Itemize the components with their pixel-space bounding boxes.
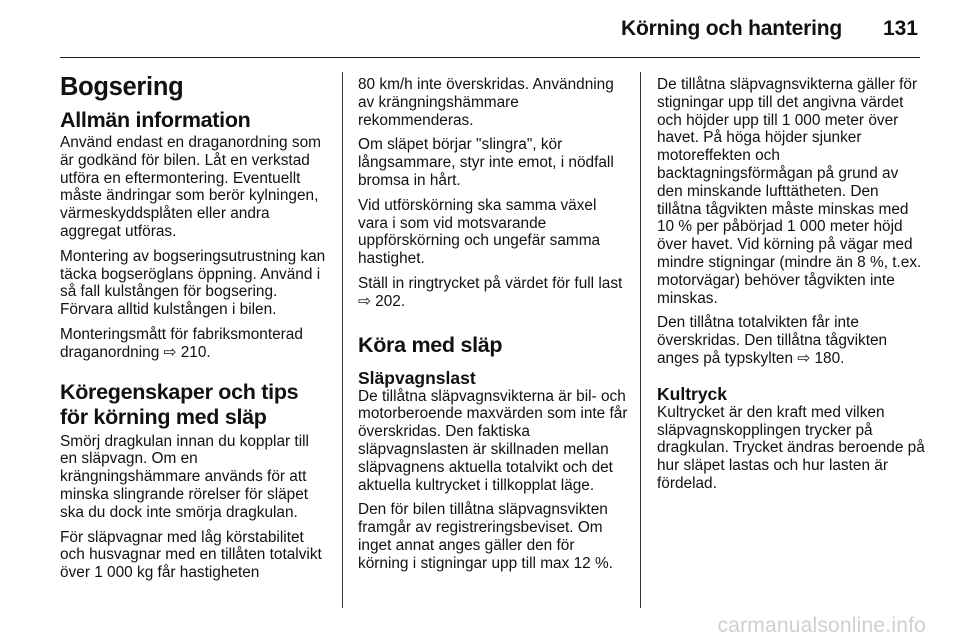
paragraph: Den tillåtna totalvikten får inte överskridas. Den tillåtna tågvikten anges på typskylten ⇨ 180.	[657, 314, 888, 367]
subsection-title-allman-information: Allmän information	[60, 108, 251, 132]
subsection-title-koregenskaper: Köregenskaper och tips för körning med släp	[60, 379, 299, 429]
subsection-title-slapvagnslast: Släpvagnslast	[358, 367, 476, 388]
column-divider	[342, 72, 343, 608]
column-1	[60, 72, 330, 589]
paragraph: Montering av bogseringsutrustning kan täcka bogseröglans öppning. Använd i så fall kulstången för bogsering. Förvara alltid kulstången i bilen.	[60, 247, 326, 319]
page-number: 131	[882, 17, 918, 40]
paragraph: De tillåtna släpvagnsvikterna är bil- och motorberoende maxvärden som inte får överskridas. Den faktiska släpvagnslasten är skillnaden mellan släpvagnens aktuella totalvikt och det aktuella kultrycket i tillkopplat läge.	[358, 387, 628, 494]
paragraph: De tillåtna släpvagnsvikterna gäller för stigningar upp till det angivna värdet och höjder upp till 1 000 meter över havet. På höga höjder sjunker motoreffekten och backtagningsförmågan på grund av den minskande lufttätheten. Den tillåtna tågvikten måste minskas med 10 % per påbörjad 1 000 meter höjd över havet. Vid körning på vägar med mindre stigningar (mindre än 8 %, t.ex. motorvägar) behöver tågvikten inte minskas.	[657, 76, 922, 307]
header-rule	[60, 57, 920, 58]
paragraph: Smörj dragkulan innan du kopplar till en släpvagn. Om en krängningshämmare används för att minska slingrande rörelser för släpet ska du dock inte smörja dragkulan.	[60, 432, 309, 521]
paragraph: Använd endast en draganordning som är godkänd för bilen. Låt en verkstad utföra en eftermontering. Eventuellt måste ändringar som berör kylningen, värmeskyddsplåten eller andra aggregat utföras.	[60, 134, 321, 240]
paragraph: Vid utförskörning ska samma växel vara i som vid motsvarande uppförskörning och ungefär samma hastighet.	[358, 196, 601, 268]
column-2	[358, 76, 628, 580]
section-title-bogsering: Bogsering	[60, 73, 184, 101]
paragraph: Ställ in ringtrycket på värdet för full last ⇨ 202.	[358, 274, 623, 310]
paragraph: Den för bilen tillåtna släpvagnsvikten framgår av registreringsbeviset. Om inget annat anges gäller den för körning i stigningar upp till max 12 %.	[358, 501, 613, 572]
watermark: carmanualsonline.info	[717, 614, 926, 637]
paragraph: 80 km/h inte överskridas. Användning av krängningshämmare rekommenderas.	[358, 76, 614, 129]
header-title: Körning och hantering	[621, 17, 842, 40]
paragraph: För släpvagnar med låg körstabilitet och husvagnar med en tillåten totalvikt över 1 000 kg får hastigheten	[60, 528, 322, 582]
paragraph: Kultrycket är den kraft med vilken släpvagnskopplingen trycker på dragkulan. Trycket ändras beroende på hur släpet lastas och hur lasten är fördelad.	[657, 403, 925, 492]
page-header	[0, 0, 960, 56]
subsection-title-kultryck: Kultryck	[657, 383, 728, 404]
paragraph: Om släpet börjar "slingra", kör långsammare, styr inte emot, i nödfall bromsa in hårt.	[358, 136, 614, 189]
column-divider	[640, 72, 641, 608]
section-title-kora-med-slap: Köra med släp	[358, 332, 503, 357]
paragraph: Monteringsmått för fabriksmonterad draganordning ⇨ 210.	[60, 325, 303, 361]
column-3	[657, 76, 927, 500]
